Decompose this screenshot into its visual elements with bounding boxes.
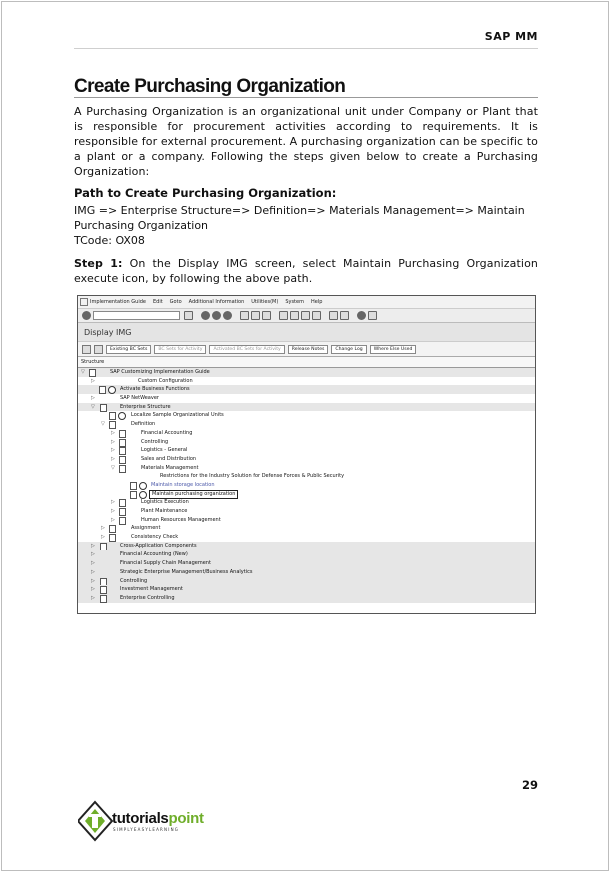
- tree-row[interactable]: ▷ Consistency Check: [101, 534, 179, 541]
- menu-item[interactable]: Edit: [152, 299, 163, 305]
- step-1: [74, 256, 538, 286]
- expand-arrow-icon[interactable]: ▷: [91, 568, 95, 575]
- tcode: TCode: OX08: [74, 234, 145, 247]
- title-rule: [74, 97, 538, 98]
- enter-icon[interactable]: [82, 311, 91, 320]
- menu-item[interactable]: Utilities(M): [251, 299, 279, 305]
- activated-bc-sets-button[interactable]: Activated BC Sets for Activity: [209, 345, 284, 354]
- step-label: Step 1:: [74, 257, 123, 270]
- expand-arrow-icon[interactable]: ▷: [91, 594, 95, 601]
- logo-wordmark: tutorialspoint: [112, 810, 204, 827]
- expand-arrow-icon[interactable]: ▷: [111, 499, 115, 506]
- intro-paragraph: A Purchasing Organization is an organizational unit under Company or Plant that is responsible for procurement activities according to requirements. It is responsible for external procurement. A purchasing organization can be specific to a plant or a company. Following the steps given below to create a Purchasing Organization:: [74, 105, 538, 178]
- expand-arrow-icon[interactable]: ▷: [91, 395, 95, 402]
- tree-row[interactable]: ▷ Controlling: [78, 577, 535, 586]
- menu-item[interactable]: Goto: [169, 299, 182, 305]
- tree-row[interactable]: ▷ Cross-Application Components: [78, 542, 535, 551]
- expand-arrow-icon[interactable]: ▷: [101, 534, 105, 541]
- tree-row[interactable]: ▷ Enterprise Controlling: [78, 594, 535, 603]
- sap-standard-toolbar: [78, 309, 535, 323]
- menu-item[interactable]: Help: [310, 299, 323, 305]
- tree-row[interactable]: ▷ Financial Accounting (New): [78, 550, 535, 559]
- cancel-icon[interactable]: [223, 311, 232, 320]
- expand-arrow-icon[interactable]: ▷: [111, 508, 115, 514]
- header-rule: [74, 48, 538, 49]
- next-page-icon[interactable]: [301, 311, 310, 320]
- command-field[interactable]: [93, 311, 180, 320]
- img-tree: [78, 368, 535, 603]
- change-log-button[interactable]: Change Log: [331, 345, 366, 354]
- tree-row[interactable]: ▷ Investment Management: [78, 585, 535, 594]
- layout-icon[interactable]: [368, 311, 377, 320]
- path-heading: Path to Create Purchasing Organization:: [74, 186, 337, 200]
- sap-window-icon: [80, 298, 88, 306]
- save-icon[interactable]: [184, 311, 193, 320]
- header-tag: SAP MM: [484, 30, 538, 43]
- print-icon[interactable]: [240, 311, 249, 320]
- path-body: [74, 203, 538, 248]
- page-title: Create Purchasing Organization: [74, 76, 346, 97]
- tree-row[interactable]: ▷ Sales and Distribution: [111, 455, 197, 462]
- expand-arrow-icon[interactable]: ▷: [111, 516, 115, 523]
- tree-row[interactable]: ▷ Logistics - General: [111, 447, 188, 454]
- tree-row[interactable]: ▷ Assignment: [101, 525, 161, 532]
- collapse-arrow-icon[interactable]: ▽: [91, 403, 95, 410]
- tree-row[interactable]: Localize Sample Organizational Units: [78, 411, 535, 420]
- menu-item[interactable]: Implementation Guide: [90, 299, 146, 305]
- bc-sets-activity-button[interactable]: BC Sets for Activity: [154, 345, 206, 354]
- tree-row[interactable]: ▷ Financial Accounting: [111, 429, 193, 436]
- tree-row[interactable]: Maintain storage location: [78, 481, 535, 490]
- screen-title: Display IMG: [78, 323, 535, 342]
- tree-row[interactable]: ▽ Materials Management: [111, 464, 199, 471]
- prev-page-icon[interactable]: [290, 311, 299, 320]
- tree-row[interactable]: Activate Business Functions: [78, 385, 535, 394]
- expand-arrow-icon[interactable]: ▷: [91, 551, 95, 558]
- document-icon: [100, 595, 107, 603]
- page-number: 29: [521, 778, 538, 792]
- expand-arrow-icon[interactable]: ▷: [111, 438, 115, 445]
- tree-row[interactable]: ▷ Plant Maintenance: [111, 508, 188, 514]
- last-page-icon[interactable]: [312, 311, 321, 320]
- expand-arrow-icon[interactable]: ▷: [111, 429, 115, 436]
- tree-row[interactable]: ▷ Custom Configuration: [91, 377, 193, 384]
- release-notes-button[interactable]: Release Notes: [288, 345, 329, 354]
- collapse-icon[interactable]: [94, 345, 103, 354]
- collapse-arrow-icon[interactable]: ▽: [111, 464, 115, 471]
- application-toolbar: [78, 342, 535, 357]
- first-page-icon[interactable]: [279, 311, 288, 320]
- shortcut-icon[interactable]: [340, 311, 349, 320]
- collapse-arrow-icon[interactable]: ▽: [101, 421, 105, 428]
- where-used-button[interactable]: Where Else Used: [370, 345, 417, 354]
- tree-row[interactable]: ▷ Logistics Execution: [111, 499, 189, 506]
- path-line: IMG => Enterprise Structure=> Definition=> Materials Management=> Maintain Purchasing Organization: [74, 204, 525, 232]
- exit-icon[interactable]: [212, 311, 221, 320]
- tree-row[interactable]: ▷ Human Resources Management: [111, 516, 221, 523]
- expand-arrow-icon[interactable]: ▷: [91, 577, 95, 584]
- find-next-icon[interactable]: [262, 311, 271, 320]
- expand-arrow-icon[interactable]: ▷: [111, 455, 115, 462]
- expand-icon[interactable]: [82, 345, 91, 354]
- tree-row[interactable]: ▽ Definition: [101, 421, 156, 428]
- expand-arrow-icon[interactable]: ▷: [111, 447, 115, 454]
- tree-row[interactable]: ▷ SAP NetWeaver: [91, 395, 159, 402]
- menu-item[interactable]: Additional Information: [188, 299, 245, 305]
- help-icon[interactable]: [357, 311, 366, 320]
- expand-arrow-icon[interactable]: ▷: [91, 560, 95, 567]
- expand-arrow-icon[interactable]: ▷: [101, 525, 105, 532]
- expand-arrow-icon[interactable]: ▷: [91, 586, 95, 593]
- tree-row[interactable]: ▷ Controlling: [111, 438, 169, 445]
- tree-row[interactable]: Restrictions for the Industry Solution for Defense Forces & Public Security: [160, 473, 345, 480]
- expand-arrow-icon[interactable]: ▷: [91, 542, 95, 549]
- tree-row[interactable]: ▽ SAP Customizing Implementation Guide: [78, 368, 535, 377]
- step-text: On the Display IMG screen, select Maintain Purchasing Organization execute icon, by following the above path.: [74, 257, 538, 285]
- tree-row-selected[interactable]: Maintain purchasing organization: [78, 490, 535, 499]
- sap-screenshot: [77, 295, 536, 614]
- structure-header: Structure: [78, 357, 535, 368]
- new-session-icon[interactable]: [329, 311, 338, 320]
- back-icon[interactable]: [201, 311, 210, 320]
- logo-tagline: SIMPLYEASYLEARNING: [113, 827, 180, 832]
- tree-row[interactable]: ▷ Financial Supply Chain Management: [78, 559, 535, 568]
- tree-row[interactable]: ▷ Strategic Enterprise Management/Business Analytics: [78, 568, 535, 577]
- menu-item[interactable]: System: [285, 299, 304, 305]
- find-icon[interactable]: [251, 311, 260, 320]
- collapse-arrow-icon[interactable]: ▽: [81, 369, 85, 375]
- tree-row[interactable]: ▽ Enterprise Structure: [78, 403, 535, 412]
- sap-menubar: [78, 296, 535, 309]
- existing-bc-sets-button[interactable]: Existing BC Sets: [106, 345, 151, 354]
- expand-arrow-icon[interactable]: ▷: [91, 377, 95, 384]
